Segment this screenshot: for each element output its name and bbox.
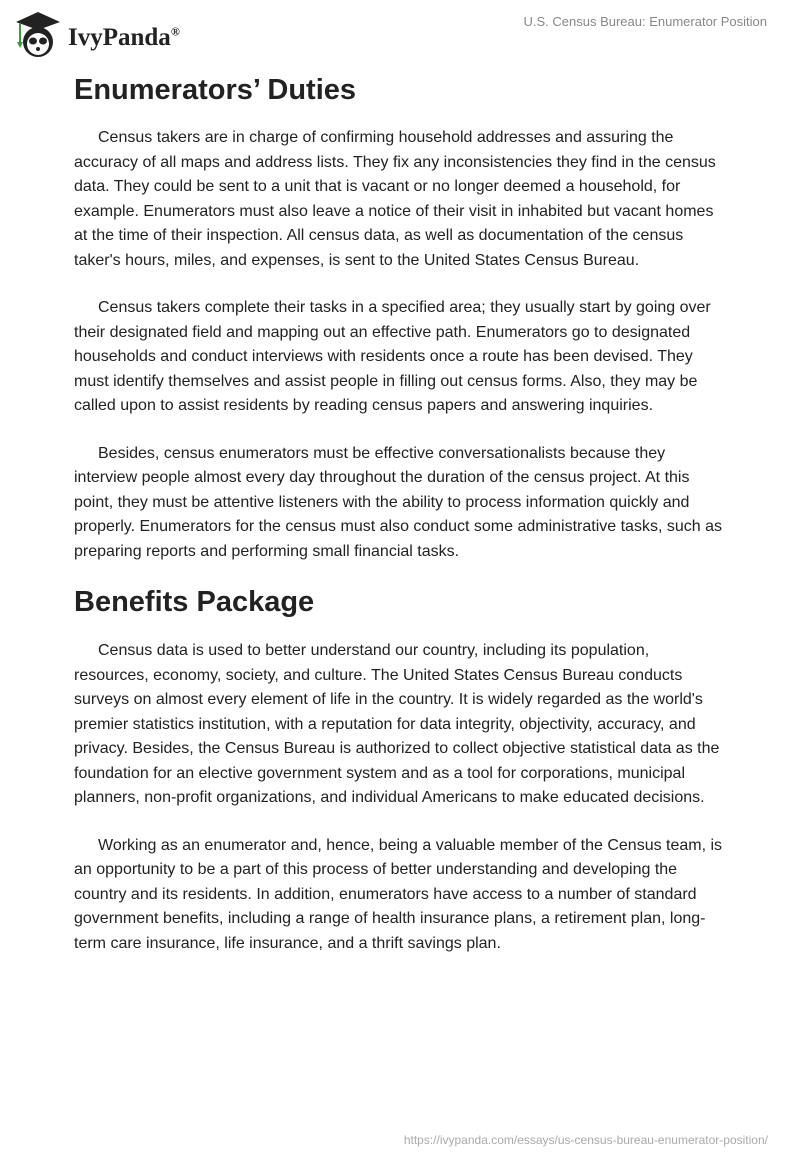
registered-mark: ® [170, 24, 180, 39]
paragraph: Besides, census enumerators must be effective conversationalists because they interview people almost every day throughout the duration of the census project. At this point, they must be attentive listeners with the ability to process information quickly and properly. Enumerators for the census must also conduct some administrative tasks, such as preparing reports and performing small financial tasks. [74, 444, 722, 560]
paragraph: Working as an enumerator and, hence, being a valuable member of the Census team, is an opportunity to be a part of this process of better understanding and developing the country and its residents. In addition, enumerators have access to a number of standard government benefits, including a range of health insurance plans, a retirement plan, long-term care insurance, life insurance, and a thrift savings plan. [74, 836, 723, 952]
logo-text: IvyPanda [68, 24, 171, 51]
paragraph: Census takers complete their tasks in a specified area; they usually start by going over their designated field and mapping out an effective path. Enumerators go to designated households and conduct interviews with residents once a route has been devised. They must identify themselves and assist people in filling out census forms. Also, they may be called upon to assist residents by reading census papers and answering inquiries. [74, 299, 711, 414]
section-heading-benefits: Benefits Package [74, 586, 315, 618]
paragraph: Census data is used to better understand our country, including its population, resources, economy, society, and culture. The United States Census Bureau conducts surveys on almost every element of life in the country. It is widely regarded as the world's premier statistics institution, with a reputation for data integrity, objectivity, accuracy, and privacy. Besides, the Census Bureau is authorized to collect objective statistical data as the foundation for an elective government system and as a tool for corporations, municipal planners, non-profit organizations, and individual Americans to make educated decisions. [74, 642, 720, 806]
essay-content [74, 70, 728, 979]
section-heading-duties: Enumerators’ Duties [74, 74, 357, 106]
document-title: U.S. Census Bureau: Enumerator Position [523, 14, 767, 29]
source-url[interactable]: https://ivypanda.com/essays/us-census-bureau-enumerator-position/ [403, 1133, 768, 1147]
ivypanda-logo[interactable] [12, 8, 180, 60]
panda-graduate-icon [12, 8, 64, 60]
paragraph: Census takers are in charge of confirming household addresses and assuring the accuracy of all maps and address lists. They fix any inconsistencies they find in the census data. They could be sent to a unit that is vacant or no longer deemed a household, for example. Enumerators must also leave a notice of their visit in inhabited but vacant homes at the time of their inspection. All census data, as well as documentation of the census taker's hours, miles, and expenses, is sent to the United States Census Bureau. [74, 129, 716, 269]
